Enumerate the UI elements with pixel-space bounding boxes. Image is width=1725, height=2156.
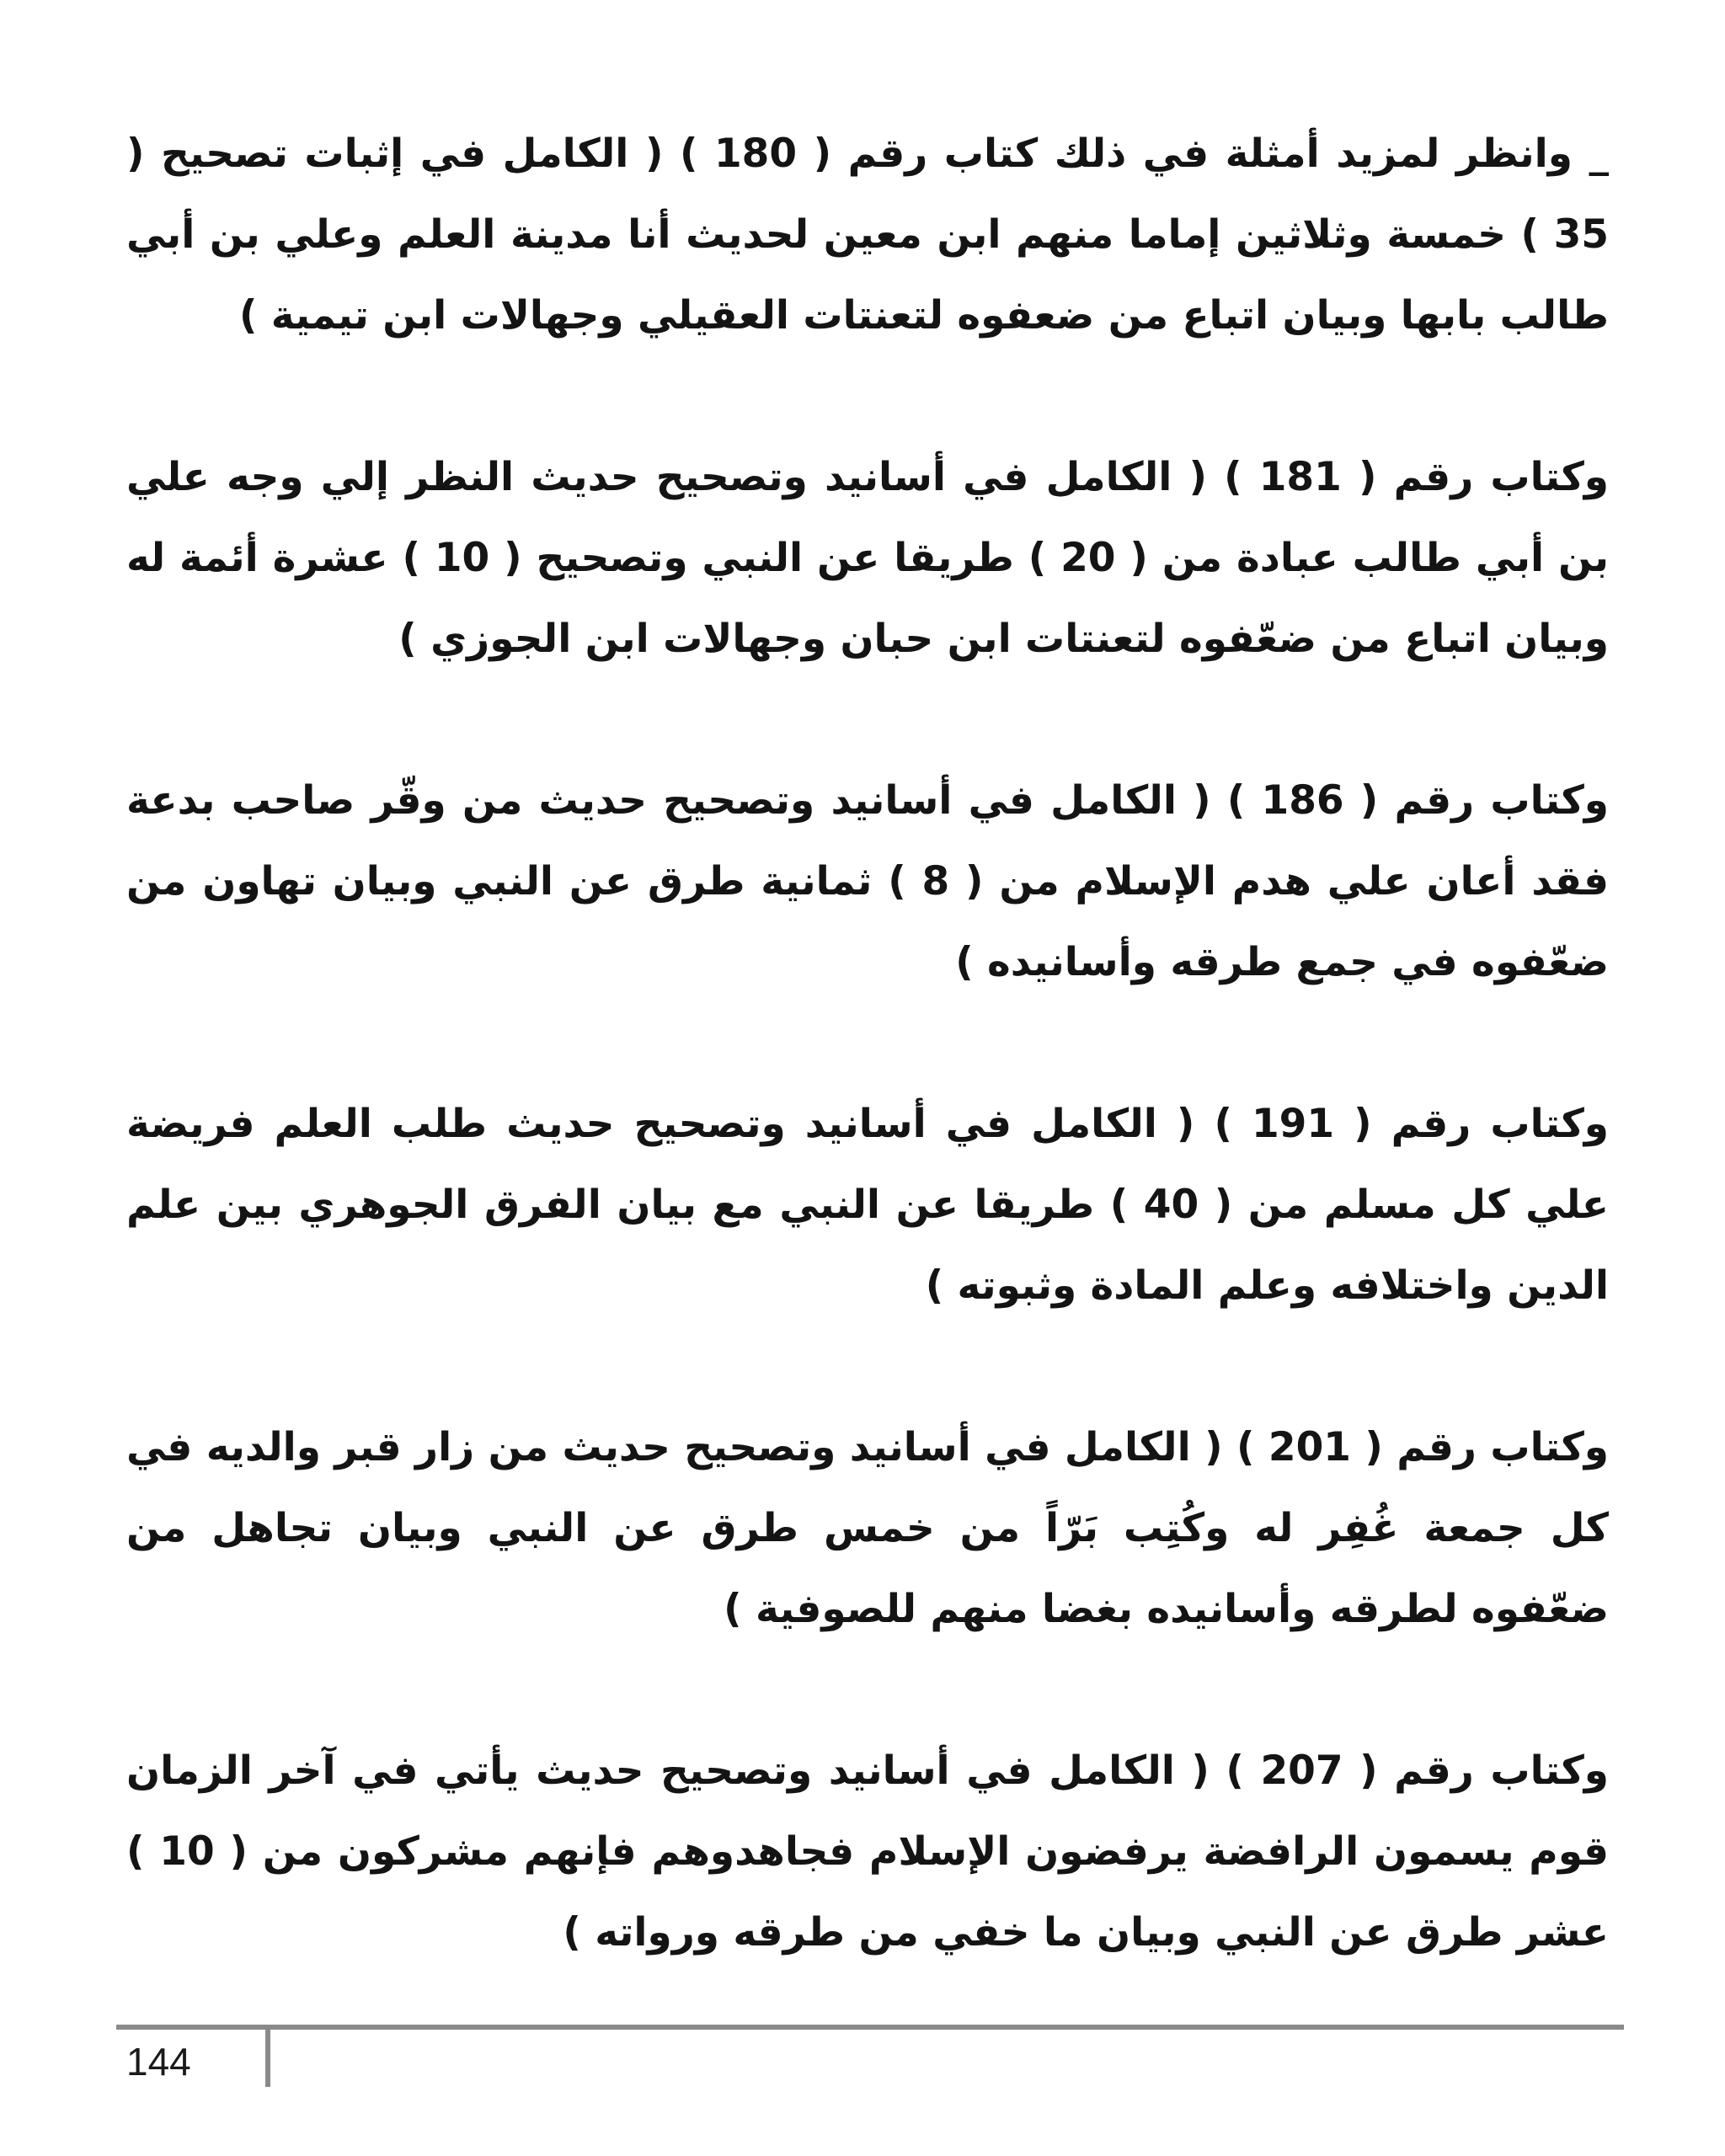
paragraph-book-181: وكتاب رقم ( 181 ) ( الكامل في أسانيد وتصحيح حديث النظر إلي وجه علي بن أبي طالب عبادة من ( 20 ) طريقا عن النبي وتصحيح ( 10 ) عشرة أئمة له وبيان اتباع من ضعّفوه لتعنتات ابن حبان وجهالات ابن الجوزي ) [126, 454, 1609, 662]
footer-divider [265, 2030, 270, 2087]
paragraph-book-191: وكتاب رقم ( 191 ) ( الكامل في أسانيد وتصحيح حديث طلب العلم فريضة علي كل مسلم من ( 40 ) طريقا عن النبي مع بيان الفرق الجوهري بين علم الدين واختلافه وعلم المادة وثبوته ) [126, 1101, 1609, 1309]
page-number: 144 [126, 2040, 191, 2084]
paragraph-book-186: وكتاب رقم ( 186 ) ( الكامل في أسانيد وتصحيح حديث من وقّر صاحب بدعة فقد أعان علي هدم الإسلام من ( 8 ) ثمانية طرق عن النبي وبيان تهاون من ضعّفوه في جمع طرقه وأسانيده ) [126, 777, 1609, 985]
footer-rule [116, 2025, 1624, 2030]
page-body [126, 114, 1609, 2054]
paragraph-book-180: _ وانظر لمزيد أمثلة في ذلك كتاب رقم ( 180 ) ( الكامل في إثبات تصحيح ( 35 ) خمسة وثلاثين إماما منهم ابن معين لحديث أنا مدينة العلم وعلي بن أبي طالب بابها وبيان اتباع من ضعفوه لتعنتات العقيلي وجهالات ابن تيمية ) [126, 131, 1609, 339]
paragraph-book-207: وكتاب رقم ( 207 ) ( الكامل في أسانيد وتصحيح حديث يأتي في آخر الزمان قوم يسمون الرافضة يرفضون الإسلام فجاهدوهم فإنهم مشركون من ( 10 ) عشر طرق عن النبي وبيان ما خفي من طرقه ورواته ) [126, 1748, 1609, 1956]
paragraph-book-201: وكتاب رقم ( 201 ) ( الكامل في أسانيد وتصحيح حديث من زار قبر والديه في كل جمعة غُفِر له وكُتِب بَرّاً من خمس طرق عن النبي وبيان تجاهل من ضعّفوه لطرقه وأسانيده بغضا منهم للصوفية ) [126, 1424, 1609, 1632]
